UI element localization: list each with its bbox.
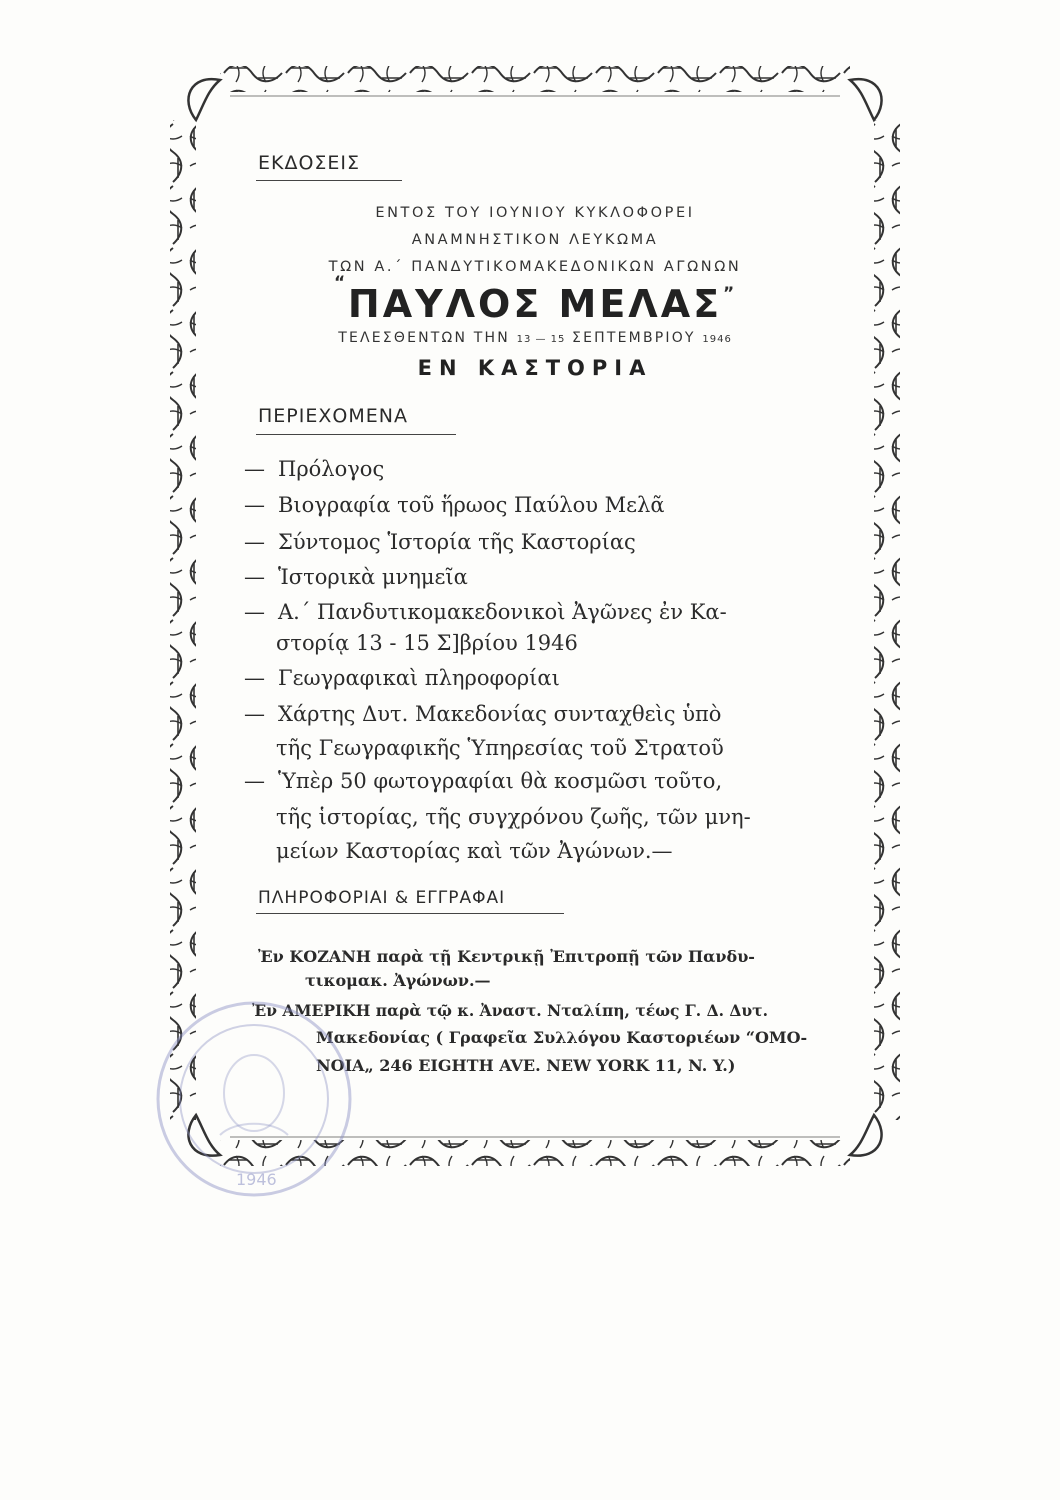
contents-item: — Βιογραφία τοῦ ἥρωος Παύλου Μελᾶ (244, 493, 665, 517)
contents-item: — Α.΄ Πανδυτικομακεδονικοὶ Ἀγῶνες ἐν Κα- (244, 600, 727, 624)
title-quote-open: “ (334, 273, 346, 293)
date-year: 1946 (702, 334, 732, 345)
contents-item: — Γεωγραφικαὶ πληροφορίαι (244, 666, 560, 690)
contents-item-continuation: τῆς Γεωγραφικῆς Ὑπηρεσίας τοῦ Στρατοῦ (276, 736, 724, 760)
contents-item-continuation: τῆς ἱστορίας, τῆς συγχρόνου ζωῆς, τῶν μνη- (276, 805, 751, 829)
circular-stamp (150, 995, 358, 1203)
contents-item: — Πρόλογος (244, 457, 385, 481)
info-kozani-line: τικομακ. Ἀγώνων.— (305, 971, 491, 990)
contents-heading-underline (256, 434, 456, 435)
stamp-text: 1946 (236, 1170, 277, 1189)
title-quote-close: ” (723, 284, 735, 304)
section-title-underline (256, 180, 402, 181)
place-line: ΕΝ ΚΑΣΤΟΡΙΑ (417, 356, 653, 380)
contents-item: — Ἱστορικὰ μνημεῖα (244, 565, 468, 589)
contents-item-continuation: στορίᾳ 13 - 15 Σ]βρίου 1946 (276, 631, 578, 655)
contents-item: — Χάρτης Δυτ. Μακεδονίας συνταχθεὶς ὑπὸ (244, 702, 722, 726)
info-heading: ΠΛΗΡΟΦΟΡΙΑΙ & ΕΓΓΡΑΦΑΙ (258, 888, 506, 908)
info-america-line: Ἐν ΑΜΕΡΙΚΗ παρὰ τῷ κ. Ἀναστ. Νταλίπη, τέως Γ. Δ. Δυτ. (252, 1001, 769, 1020)
date-prefix: ΤΕΛΕΣΘΕΝΤΩΝ ΤΗΝ (338, 330, 510, 346)
info-heading-underline (256, 913, 564, 914)
info-america-line: Μακεδονίας ( Γραφεῖα Συλλόγου Καστοριέων “ΟΜΟ- (316, 1028, 808, 1047)
date-line (160, 330, 910, 346)
album-title: ΠΑΥΛΟΣ ΜΕΛΑΣ (347, 282, 723, 326)
announcement-line-3: ΤΩΝ Α.΄ ΠΑΝΔΥΤΙΚΟΜΑΚΕΔΟΝΙΚΩΝ ΑΓΩΝΩΝ (328, 259, 742, 275)
info-kozani-line: Ἐν ΚΟΖΑΝΗ παρὰ τῇ Κεντρικῇ Ἐπιτροπῇ τῶν Πανδυ- (258, 947, 755, 966)
announcement-line-2: ΑΝΑΜΝΗΣΤΙΚΟΝ ΛΕΥΚΩΜΑ (411, 232, 659, 248)
date-range: 13 — 15 (516, 334, 566, 345)
announcement-line-1: ΕΝΤΟΣ ΤΟΥ ΙΟΥΝΙΟΥ ΚΥΚΛΟΦΟΡΕΙ (375, 205, 695, 221)
contents-heading: ΠΕΡΙΕΧΟΜΕΝΑ (258, 405, 408, 427)
contents-item: — Σύντομος Ἱστορία τῆς Καστορίας (244, 530, 636, 554)
info-america-line: ΝΟΙΑ„ 246 EIGHTH AVE. NEW YORK 11, N. Y.) (316, 1056, 736, 1075)
section-title: ΕΚΔΟΣΕΙΣ (258, 152, 361, 174)
contents-item-continuation: μείων Καστορίας καὶ τῶν Ἀγώνων.— (276, 839, 673, 863)
date-month: ΣΕΠΤΕΜΒΡΙΟΥ (572, 330, 696, 346)
contents-item: — Ὑπὲρ 50 φωτογραφίαι θὰ κοσμῶσι τοῦτο, (244, 769, 723, 793)
